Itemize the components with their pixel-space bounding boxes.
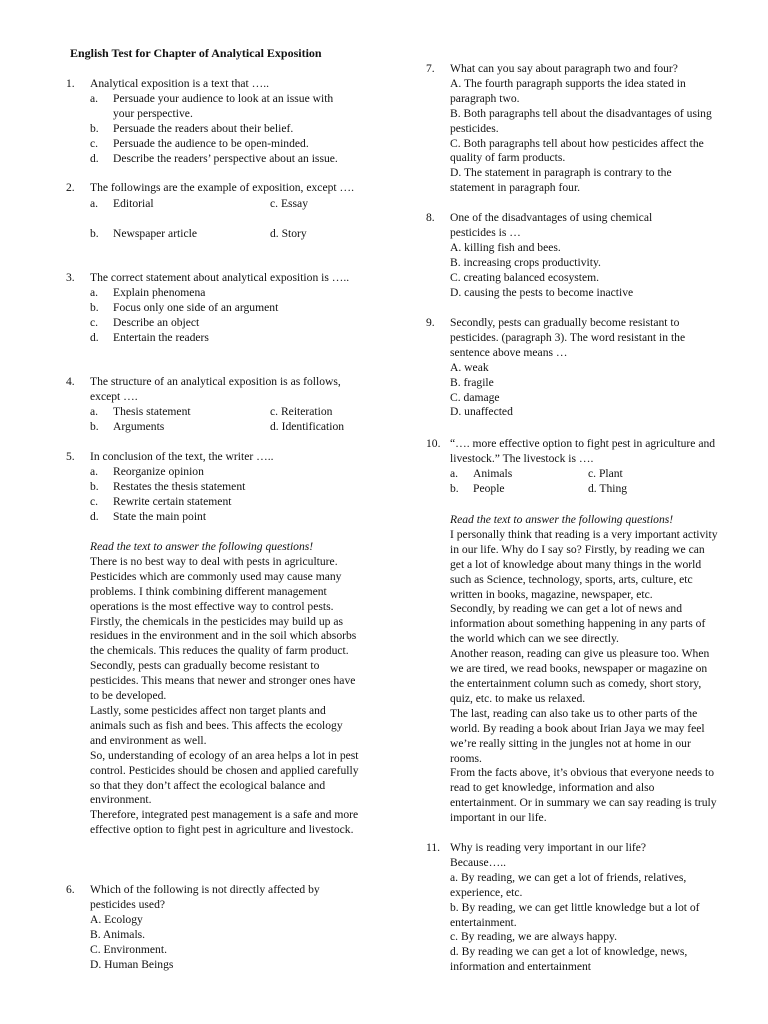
passage-paragraph: Firstly, the chemicals in the pesticides may build up as residues in the environment and in the soil which absorbs the chemicals. This reduces the quality of farm product. [90,614,357,658]
option-d: d. By reading we can get a lot of knowledge, news, information and entertainment [450,945,688,974]
question-8 [426,211,716,300]
option-d: D. The statement in paragraph is contrary to the statement in paragraph four. [450,166,672,195]
question-prompt: Because….. [450,855,507,869]
passage-paragraph: Lastly, some pesticides affect non target plants and animals such as fish and bees. This affects the ecology and environment as well. [90,703,343,747]
question-text: Why is reading very important in our life? [450,841,647,854]
option-c: c. Rewrite certain statement [90,494,232,508]
question-text: The correct statement about analytical exposition is ….. [90,271,350,284]
question-5 [66,450,356,525]
passage-paragraph: Secondly, by reading we can get a lot of news and information about something happening in any parts of the world which can we see directly. [450,602,706,646]
question-text: The structure of an analytical exposition is as follows, except …. [90,375,341,403]
question-2 [66,181,356,242]
option-c: c. Persuade the audience to be open-minded. [90,136,309,150]
option-b: B. increasing crops productivity. [450,255,601,269]
option-a: a. Persuade your audience to look at an issue with your perspective. [90,91,334,120]
passage-instruction: Read the text to answer the following questions! [450,513,674,526]
option-d: d. State the main point [90,509,207,523]
option-a: A. weak [450,360,489,374]
option-a: A. Ecology [90,912,143,926]
option-c: C. damage [450,390,500,404]
option-a: a. Reorganize opinion [90,464,204,478]
option-d: d. Entertain the readers [90,330,209,344]
reading-passage-reading [450,513,718,826]
passage-paragraph: Therefore, integrated pest management is a safe and more effective option to fight pest in agriculture and livestock. [90,808,359,837]
option-a: a. By reading, we can get a lot of friends, relatives, experience, etc. [450,870,687,899]
option-row: a. Animals c. Plant [450,466,623,480]
option-b: B. fragile [450,375,494,389]
question-text: “…. more effective option to fight pest in agriculture and livestock.” The livestock is …. [450,437,716,465]
option-row: b. Arguments d. Identification [90,419,345,433]
option-d: D. Human Beings [90,957,174,971]
passage-paragraph: I personally think that reading is a very important activity in our life. Why do I say so? Firstly, by reading we can get a lot of knowledge about many things in the world such as Science, technology, sports, arts, culture, etc written in books, magazine, newspaper, etc. [450,527,718,601]
passage-paragraph: Secondly, pests can gradually become resistant to pesticides. This means that newer and stronger ones have to be developed. [90,659,356,703]
question-number: 11. [426,841,441,854]
passage-paragraph: From the facts above, it’s obvious that everyone needs to read to get knowledge, information and also entertainment. Or in summary we can say reading is truly important in our life. [450,766,717,825]
page-title: English Test for Chapter of Analytical Exposition [70,46,322,60]
passage-paragraph: The last, reading can also take us to other parts of the world. By reading a book about Irian Jaya we may feel we’re really sitting in the jungles not at home in our rooms. [450,706,705,765]
passage-paragraph: There is no best way to deal with pests in agriculture. Pesticides which are commonly used may cause many problems. I think combining different management operations is the most effective way to control pests. [90,554,342,613]
question-text: Which of the following is not directly affected by pesticides used? [90,883,320,911]
option-c: C. creating balanced ecosystem. [450,270,600,284]
option-b: b. Restates the thesis statement [90,479,246,493]
question-9 [426,316,716,420]
reading-passage-pesticides [90,540,360,838]
option-c: C. Environment. [90,942,167,956]
option-row: b. Newspaper article d. Story [90,226,307,240]
option-b: B. Animals. [90,927,146,941]
option-b: b. Persuade the readers about their belief. [90,121,294,135]
question-4 [66,375,356,435]
option-d: d. Describe the readers’ perspective about an issue. [90,151,338,165]
question-number: 6. [66,883,75,896]
question-text: The followings are the example of exposition, except …. [90,181,355,194]
option-a: A. killing fish and bees. [450,240,561,254]
question-6 [66,883,356,972]
option-c: C. Both paragraphs tell about how pesticides affect the quality of farm products. [450,136,704,165]
option-a: a. Explain phenomena [90,285,206,299]
question-text: What can you say about paragraph two and four? [450,62,678,75]
option-b: B. Both paragraphs tell about the disadvantages of using pesticides. [450,106,712,135]
question-text: Analytical exposition is a text that ….. [90,77,270,90]
question-number: 3. [66,271,75,284]
question-text: In conclusion of the text, the writer ….. [90,450,274,463]
question-3 [66,271,356,346]
question-number: 1. [66,77,75,90]
option-row: b. People d. Thing [450,481,628,495]
passage-instruction: Read the text to answer the following questions! [90,540,314,553]
option-a: A. The fourth paragraph supports the idea stated in paragraph two. [450,76,686,105]
question-10 [426,437,716,497]
question-number: 10. [426,437,441,450]
option-c: c. Describe an object [90,315,200,329]
option-row: a. Thesis statement c. Reiteration [90,404,333,418]
question-number: 4. [66,375,75,388]
question-number: 9. [426,316,435,329]
question-7 [426,62,716,196]
question-text: One of the disadvantages of using chemical pesticides is … [450,211,653,239]
option-d: D. causing the pests to become inactive [450,285,634,299]
passage-paragraph: Another reason, reading can give us pleasure too. When we are tired, we read books, newspaper or magazine on the entertainment column such as comedy, short story, quiz, etc. to make us relaxed. [450,647,710,705]
question-number: 7. [426,62,435,75]
question-number: 2. [66,181,75,194]
option-b: b. Focus only one side of an argument [90,300,279,314]
question-1 [66,77,356,166]
question-number: 8. [426,211,435,224]
question-number: 5. [66,450,75,463]
option-d: D. unaffected [450,405,513,419]
question-11 [426,841,716,975]
option-c: c. By reading, we are always happy. [450,930,617,944]
question-text: Secondly, pests can gradually become resistant to pesticides. (paragraph 3). The word resistant in the sentence above means … [450,316,686,359]
option-row: a. Editorial c. Essay [90,196,308,210]
passage-paragraph: So, understanding of ecology of an area helps a lot in pest control. Pesticides should be chosen and applied carefully so that they don’t affect the ecological balance and environment. [90,748,359,807]
option-b: b. By reading, we can get little knowledge but a lot of entertainment. [450,900,700,929]
